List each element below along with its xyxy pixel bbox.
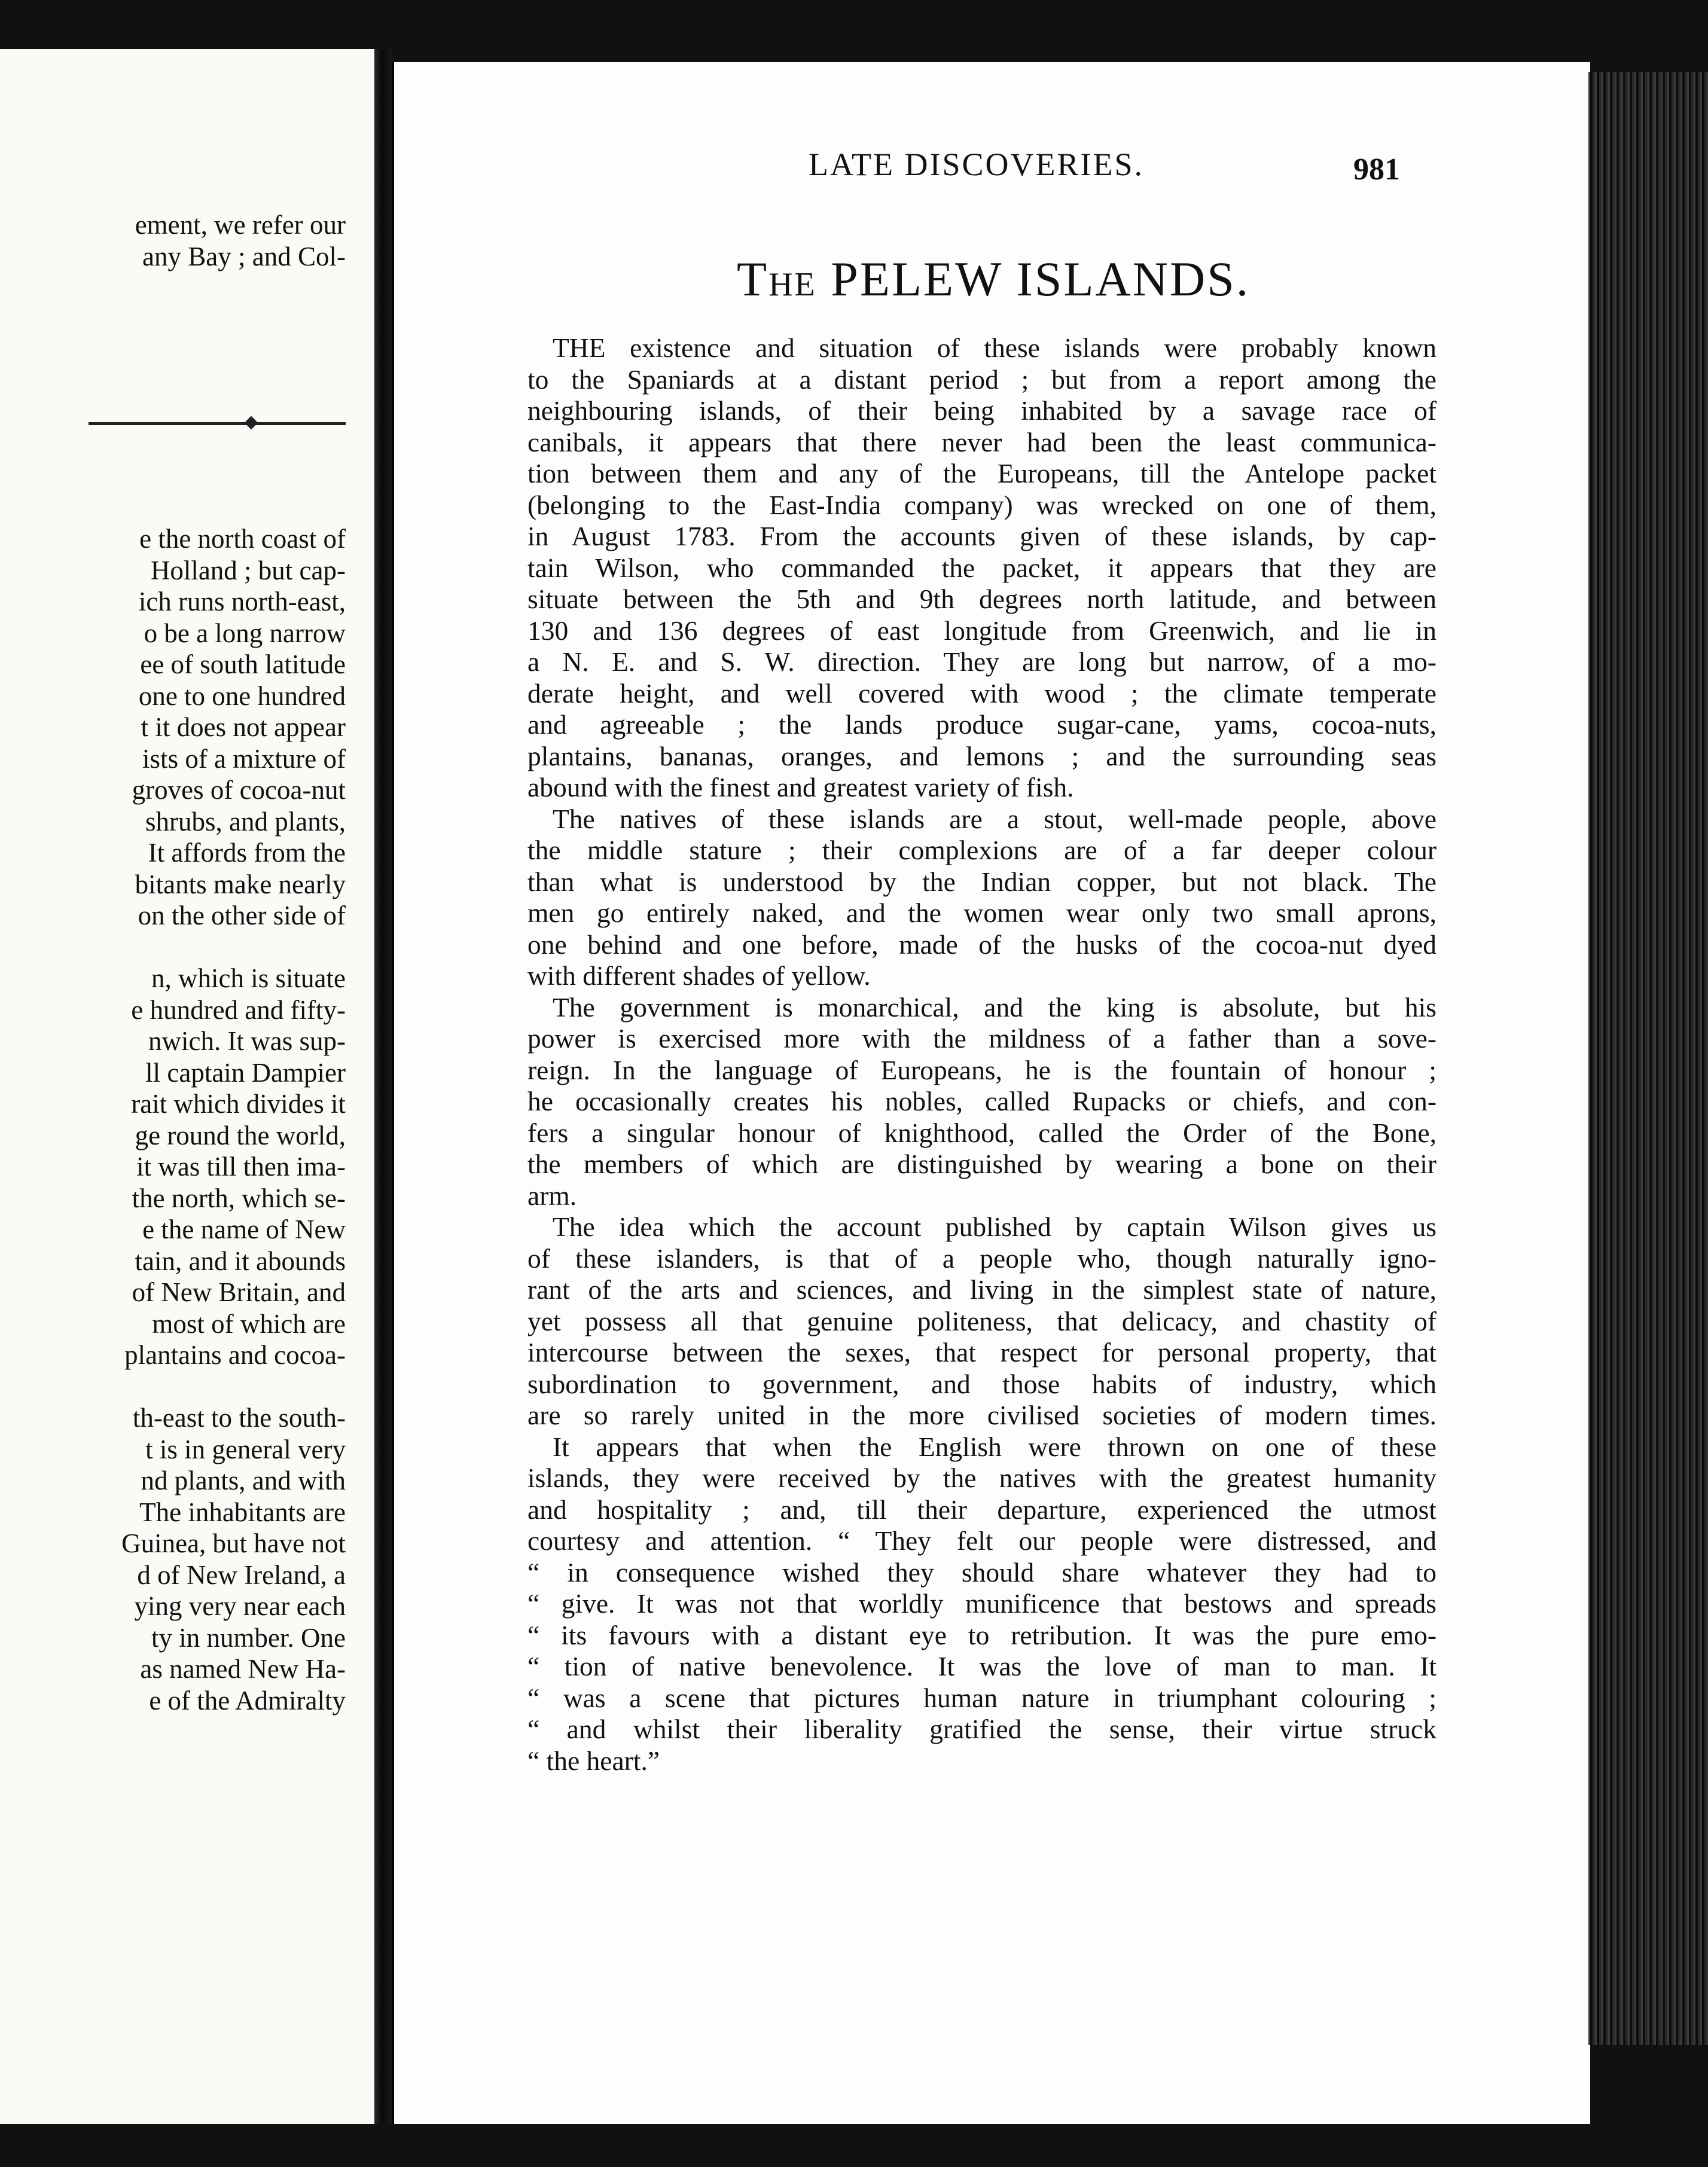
body-line: men go entirely naked, and the women wear only two small aprons, [527, 898, 1436, 928]
left-line [0, 304, 346, 335]
left-line [0, 272, 346, 304]
left-line: groves of cocoa-nut [132, 775, 346, 805]
body-line: canibals, it appears that there never had been the least communica- [527, 426, 1436, 457]
body-line: “ give. It was not that worldly munificence that bestows and spreads [527, 1588, 1436, 1619]
left-line [0, 1371, 346, 1403]
body-line: “ its favours with a distant eye to retribution. It was the pure emo- [527, 1619, 1436, 1650]
left-line: ge round the world, [135, 1120, 346, 1150]
body-line: courtesy and attention. “ They felt our people were distressed, and [527, 1525, 1436, 1556]
title-smallcaps: HE [768, 266, 817, 303]
left-line: n, which is situate [151, 963, 346, 993]
left-line [0, 429, 346, 461]
left-line: it was till then ima- [136, 1152, 346, 1182]
left-line: any Bay ; and Col- [142, 241, 346, 271]
body-line: abound with the finest and greatest variety of fish. [527, 772, 1074, 802]
left-line: ement, we refer our [135, 210, 346, 240]
left-line: as named New Ha- [140, 1654, 346, 1684]
body-line: with different shades of yellow. [527, 960, 871, 991]
left-line: e the name of New [142, 1214, 346, 1244]
body-line: situate between the 5th and 9th degrees north latitude, and between [527, 584, 1436, 614]
left-line: ich runs north-east, [138, 587, 346, 616]
body-line: tain Wilson, who commanded the packet, it appears that they are [527, 552, 1436, 583]
left-line [0, 932, 346, 963]
body-line: fers a singular honour of knighthood, called the Order of the Bone, [527, 1117, 1436, 1148]
body-line: arm. [527, 1180, 577, 1211]
page-edges [1588, 72, 1708, 2045]
body-line: “ tion of native benevolence. It was the love of man to man. It [527, 1651, 1436, 1681]
title-main: PELEW ISLANDS. [831, 252, 1250, 306]
body-line: THE existence and situation of these islands were probably known [553, 332, 1436, 363]
body-line: tion between them and any of the Europeans, till the Antelope packet [527, 458, 1436, 489]
left-line: shrubs, and plants, [145, 806, 346, 837]
body-line: to the Spaniards at a distant period ; but from a report among the [527, 364, 1436, 395]
left-line: ll captain Dampier [145, 1057, 346, 1088]
body-line: are so rarely united in the more civilised societies of modern times. [527, 1400, 1436, 1430]
body-line: of these islanders, is that of a people who, though naturally igno- [527, 1243, 1436, 1274]
body-line: rant of the arts and sciences, and living in the simplest state of nature, [527, 1274, 1436, 1305]
article-title [737, 251, 1250, 307]
left-line: of New Britain, and [132, 1277, 346, 1307]
body-line: 130 and 136 degrees of east longitude from Greenwich, and lie in [527, 615, 1436, 646]
title-initial: T [737, 252, 769, 306]
body-line: The government is monarchical, and the king is absolute, but his [553, 991, 1436, 1023]
left-line: th-east to the south- [132, 1403, 346, 1433]
body-line: one behind and one before, made of the husks of the cocoa-nut dyed [527, 929, 1436, 960]
left-line: one to one hundred [138, 680, 346, 711]
body-line: The idea which the account published by captain Wilson gives us [553, 1211, 1436, 1242]
body-line: intercourse between the sexes, that respect for personal property, that [527, 1337, 1436, 1368]
body-line: “ was a scene that pictures human nature in triumphant colouring ; [527, 1682, 1436, 1713]
left-line: o be a long narrow [144, 618, 346, 648]
left-line: the north, which se- [132, 1183, 346, 1213]
left-line: t is in general very [145, 1434, 346, 1464]
body-line: and agreeable ; the lands produce sugar-cane, yams, cocoa-nuts, [527, 709, 1436, 740]
left-line: tain, and it abounds [135, 1246, 346, 1276]
body-line: than what is understood by the Indian copper, but not black. The [527, 866, 1436, 897]
body-line: reign. In the language of Europeans, he is the fountain of honour ; [527, 1054, 1436, 1085]
left-line: ying very near each [134, 1591, 346, 1621]
body-line: he occasionally creates his nobles, called Rupacks or chiefs, and con- [527, 1086, 1436, 1116]
left-line: nwich. It was sup- [148, 1026, 346, 1056]
left-line: nd plants, and with [141, 1466, 346, 1495]
body-line: yet possess all that genuine politeness, that delicacy, and chastity of [527, 1305, 1436, 1336]
left-line: ty in number. One [151, 1622, 346, 1653]
body-line: neighbouring islands, of their being inhabited by a savage race of [527, 395, 1436, 426]
body-line: “ and whilst their liberality gratified the sense, their virtue struck [527, 1714, 1436, 1744]
left-line: Holland ; but cap- [150, 555, 346, 585]
left-line: d of New Ireland, a [137, 1559, 346, 1590]
body-line: “ the heart.” [527, 1745, 660, 1776]
left-line [0, 335, 346, 367]
body-line: “ in consequence wished they should share whatever they had to [527, 1556, 1436, 1588]
body-line: a N. E. and S. W. direction. They are long but narrow, of a mo- [527, 646, 1436, 677]
left-line [0, 367, 346, 398]
body-line: It appears that when the English were thrown on one of these [553, 1431, 1436, 1462]
body-line: derate height, and well covered with wood ; the climate temperate [527, 677, 1436, 709]
body-line: the members of which are distinguished by wearing a bone on their [527, 1149, 1436, 1179]
left-line: ee of south latitude [140, 649, 346, 679]
left-line: plantains and cocoa- [124, 1340, 346, 1370]
left-line: The inhabitants are [139, 1497, 346, 1527]
left-line: e of the Admiralty [149, 1685, 346, 1716]
left-line: on the other side of [138, 901, 346, 930]
left-line [0, 492, 346, 524]
left-line: ists of a mixture of [142, 743, 346, 774]
body-line: the middle stature ; their complexions are of a far deeper colour [527, 835, 1436, 865]
left-line [0, 460, 346, 492]
left-line: e hundred and fifty- [131, 994, 346, 1025]
left-line: e the north coast of [139, 524, 346, 554]
left-line: bitants make nearly [135, 869, 346, 899]
left-line: t it does not appear [141, 712, 346, 742]
body-line: The natives of these islands are a stout, well-made people, above [553, 803, 1436, 834]
body-line: islands, they were received by the natives with the greatest humanity [527, 1463, 1436, 1493]
left-page [0, 49, 374, 2124]
book-gutter [374, 49, 392, 2124]
running-head: LATE DISCOVERIES. [809, 146, 1144, 182]
body-line: and hospitality ; and, till their departure, experienced the utmost [527, 1494, 1436, 1525]
body-line: power is exercised more with the mildness of a father than a sove- [527, 1023, 1436, 1054]
body-line: (belonging to the East-India company) was wrecked on one of them, [527, 489, 1436, 520]
left-line: rait which divides it [131, 1089, 346, 1119]
body-line: subordination to government, and those habits of industry, which [527, 1368, 1436, 1399]
left-line: Guinea, but have not [121, 1528, 346, 1558]
page-number: 981 [1353, 152, 1400, 187]
body-line: plantains, bananas, oranges, and lemons ; and the surrounding seas [527, 740, 1436, 771]
left-line: most of which are [152, 1308, 346, 1339]
left-page-text [0, 209, 346, 1716]
section-divider-rule [89, 422, 346, 425]
left-line: It affords from the [148, 838, 346, 868]
body-line: in August 1783. From the accounts given of these islands, by cap- [527, 521, 1436, 551]
article-body [527, 332, 1436, 1777]
